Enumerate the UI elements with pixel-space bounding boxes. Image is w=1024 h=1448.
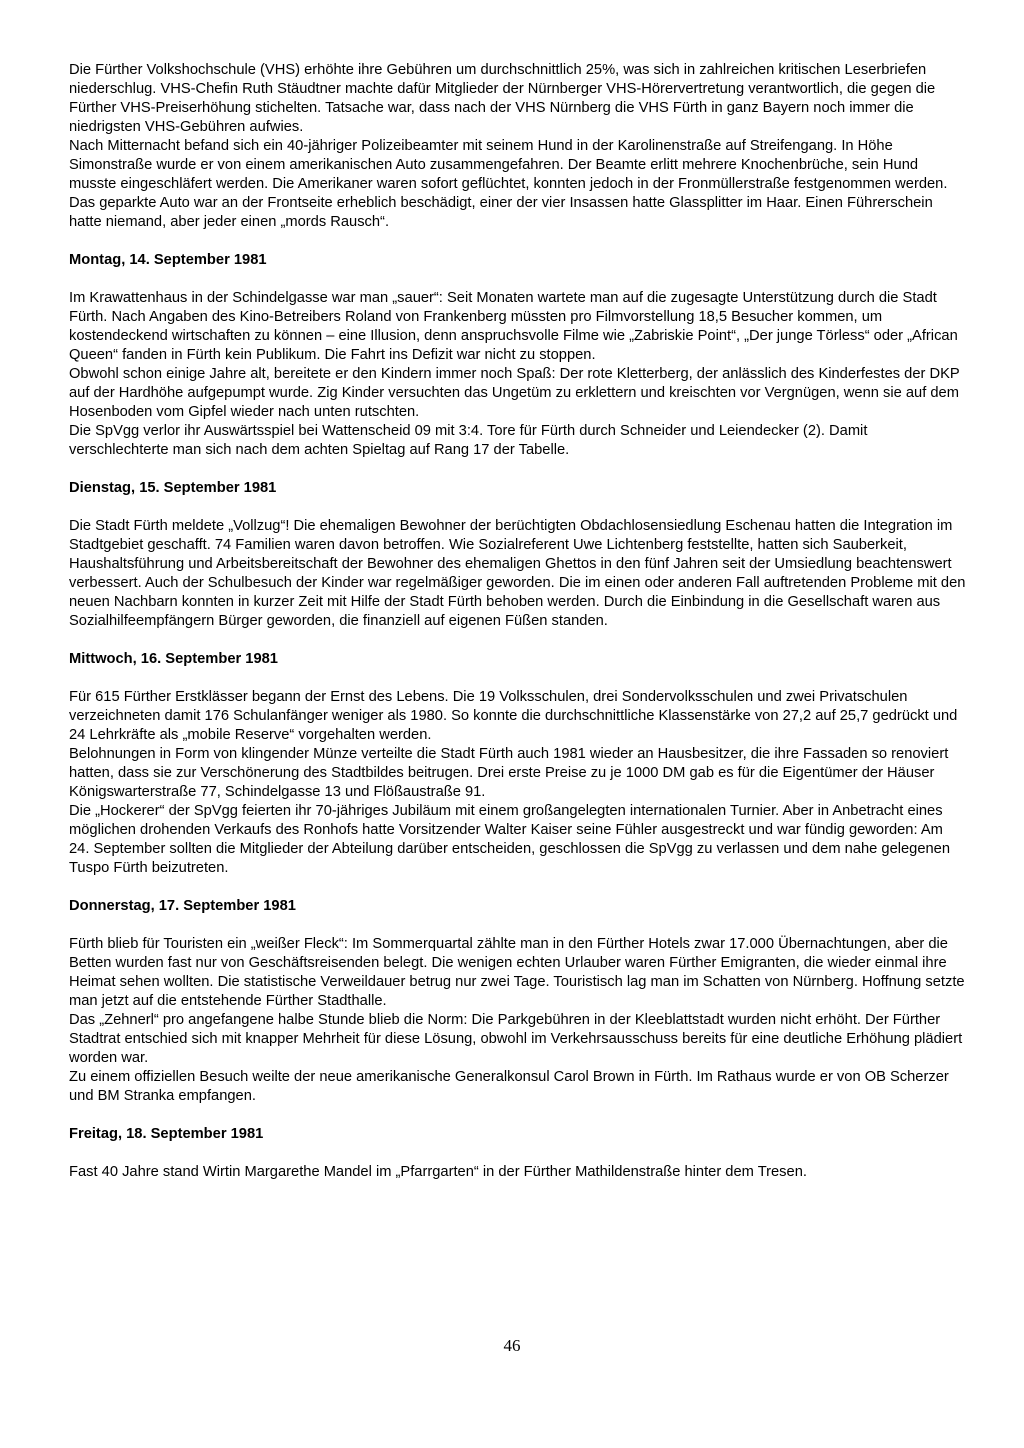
- paragraph: Belohnungen in Form von klingender Münze verteilte die Stadt Fürth auch 1981 wieder an Hausbesitzer, die ihre Fassaden so renoviert hatten, dass sie zur Verschönerung des Stadtbildes beitrugen. Drei erste Preise zu je 1000 DM gab es für die Eigentümer der Häuser Königswarterstraße 77, Schindelgasse 13 und Flößaustraße 91.: [69, 746, 949, 800]
- paragraph: Die Fürther Volkshochschule (VHS) erhöhte ihre Gebühren um durchschnittlich 25%, was sich in zahlreichen kritischen Leserbriefen niederschlug. VHS-Chefin Ruth Stäudtner machte dafür Mitglieder der Nürnberger VHS-Hörervertretung verantwortlich, die gegen die Fürther VHS-Preiserhöhung stichelten. Tatsache war, dass nach der VHS Nürnberg die VHS Fürth in ganz Bayern noch immer die niedrigsten VHS-Gebühren aufwies.: [69, 62, 936, 135]
- text-block-monday: [69, 289, 966, 460]
- paragraph: Das „Zehnerl“ pro angefangene halbe Stunde blieb die Norm: Die Parkgebühren in der Kleeblattstadt wurden nicht erhöht. Der Fürther Stadtrat entschied sich mit knapper Mehrheit für diese Lösung, obwohl im Verkehrsausschuss bereits für eine deutliche Erhöhung plädiert worden war.: [69, 1012, 963, 1066]
- paragraph: Im Krawattenhaus in der Schindelgasse war man „sauer“: Seit Monaten wartete man auf die zugesagte Unterstützung durch die Stadt Fürth. Nach Angaben des Kino-Betreibers Roland von Frankenberg müssten pro Filmvorstellung 18,5 Besucher kommen, um kostendeckend wirtschaften zu können – eine Illusion, denn anspruchsvolle Filme wie „Zabriskie Point“, „Der junge Törless“ oder „African Queen“ fanden in Fürth kein Publikum. Die Fahrt ins Defizit war nicht zu stoppen.: [69, 290, 958, 363]
- text-block-wednesday: [69, 688, 966, 878]
- paragraph: Fürth blieb für Touristen ein „weißer Fleck“: Im Sommerquartal zählte man in den Fürther Hotels zwar 17.000 Übernachtungen, aber die Betten wurden fast nur von Geschäftsreisenden belegt. Die wenigen echten Urlauber waren Fürther Emigranten, die wieder einmal ihre Heimat sehen wollten. Die statistische Verweildauer betrug nur zwei Tage. Touristisch lag man im Schatten von Nürnberg. Hoffnung setzte man jetzt auf die entstehende Fürther Stadthalle.: [69, 936, 965, 1009]
- text-block-tuesday: [69, 517, 966, 631]
- text-block-thursday: [69, 935, 966, 1106]
- page-number: 46: [503, 1336, 521, 1355]
- date-heading-tuesday: Dienstag, 15. September 1981: [69, 480, 277, 496]
- paragraph: Die Stadt Fürth meldete „Vollzug“! Die ehemaligen Bewohner der berüchtigten Obdachlosensiedlung Eschenau hatten die Integration im Stadtgebiet geschafft. 74 Familien waren davon betroffen. Wie Sozialreferent Uwe Lichtenberg feststellte, hatten sich Sauberkeit, Haushaltsführung und Arbeitsbereitschaft der Bewohner des ehemaligen Ghettos in den fünf Jahren seit der Umsiedlung beachtenswert verbessert. Auch der Schulbesuch der Kinder war regelmäßiger geworden. Die im einen oder anderen Fall auftretenden Probleme mit den neuen Nachbarn konnten in kurzer Zeit mit Hilfe der Stadt Fürth behoben werden. Durch die Einbindung in die Gesellschaft waren aus Sozialhilfeempfängern Bürger geworden, die finanziell auf eigenen Füßen standen.: [69, 518, 966, 629]
- paragraph: Fast 40 Jahre stand Wirtin Margarethe Mandel im „Pfarrgarten“ in der Fürther Mathildenstraße hinter dem Tresen.: [69, 1164, 807, 1180]
- date-heading-thursday: Donnerstag, 17. September 1981: [69, 898, 296, 914]
- text-block-friday: [69, 1163, 966, 1182]
- paragraph: Zu einem offiziellen Besuch weilte der neue amerikanische Generalkonsul Carol Brown in Fürth. Im Rathaus wurde er von OB Scherzer und BM Stranka empfangen.: [69, 1069, 949, 1104]
- document-content: [69, 61, 966, 1201]
- date-heading-friday: Freitag, 18. September 1981: [69, 1126, 264, 1142]
- paragraph: Obwohl schon einige Jahre alt, bereitete er den Kindern immer noch Spaß: Der rote Kletterberg, der anlässlich des Kinderfestes der DKP auf der Hardhöhe aufgepumpt wurde. Zig Kinder versuchten das Ungetüm zu erklettern und kreischten vor Vergnügen, wenn sie auf dem Hosenboden vom Gipfel wieder nach unten rutschten.: [69, 366, 960, 420]
- paragraph: Nach Mitternacht befand sich ein 40-jähriger Polizeibeamter mit seinem Hund in der Karolinenstraße auf Streifengang. In Höhe Simonstraße wurde er von einem amerikanischen Auto zusammengefahren. Der Beamte erlitt mehrere Knochenbrüche, sein Hund musste eingeschläfert werden. Die Amerikaner waren sofort geflüchtet, konnten jedoch in der Fronmüllerstraße festgenommen werden. Das geparkte Auto war an der Frontseite erheblich beschädigt, einer der vier Insassen hatte Glassplitter im Haar. Einen Führerschein hatte niemand, aber jeder einen „mords Rausch“.: [69, 138, 948, 230]
- text-block-intro: [69, 61, 966, 232]
- paragraph: Für 615 Fürther Erstklässer begann der Ernst des Lebens. Die 19 Volksschulen, drei Sondervolksschulen und zwei Privatschulen verzeichneten damit 176 Schulanfänger weniger als 1980. So konnte die durchschnittliche Klassenstärke von 27,2 auf 25,7 gedrückt und 24 Lehrkräfte als „mobile Reserve“ vorgehalten werden.: [69, 689, 958, 743]
- date-heading-monday: Montag, 14. September 1981: [69, 252, 267, 268]
- paragraph: Die SpVgg verlor ihr Auswärtsspiel bei Wattenscheid 09 mit 3:4. Tore für Fürth durch Schneider und Leiendecker (2). Damit verschlechterte man sich nach dem achten Spieltag auf Rang 17 der Tabelle.: [69, 423, 868, 458]
- paragraph: Die „Hockerer“ der SpVgg feierten ihr 70-jähriges Jubiläum mit einem großangelegten internationalen Turnier. Aber in Anbetracht eines möglichen drohenden Verkaufs des Ronhofs hatte Vorsitzender Walter Kaiser seine Fühler ausgestreckt und war fündig geworden: Am 24. September sollten die Mitglieder der Abteilung darüber entscheiden, geschlossen die SpVgg zu verlassen und dem nahe gelegenen Tuspo Fürth beizutreten.: [69, 803, 951, 876]
- date-heading-wednesday: Mittwoch, 16. September 1981: [69, 651, 278, 667]
